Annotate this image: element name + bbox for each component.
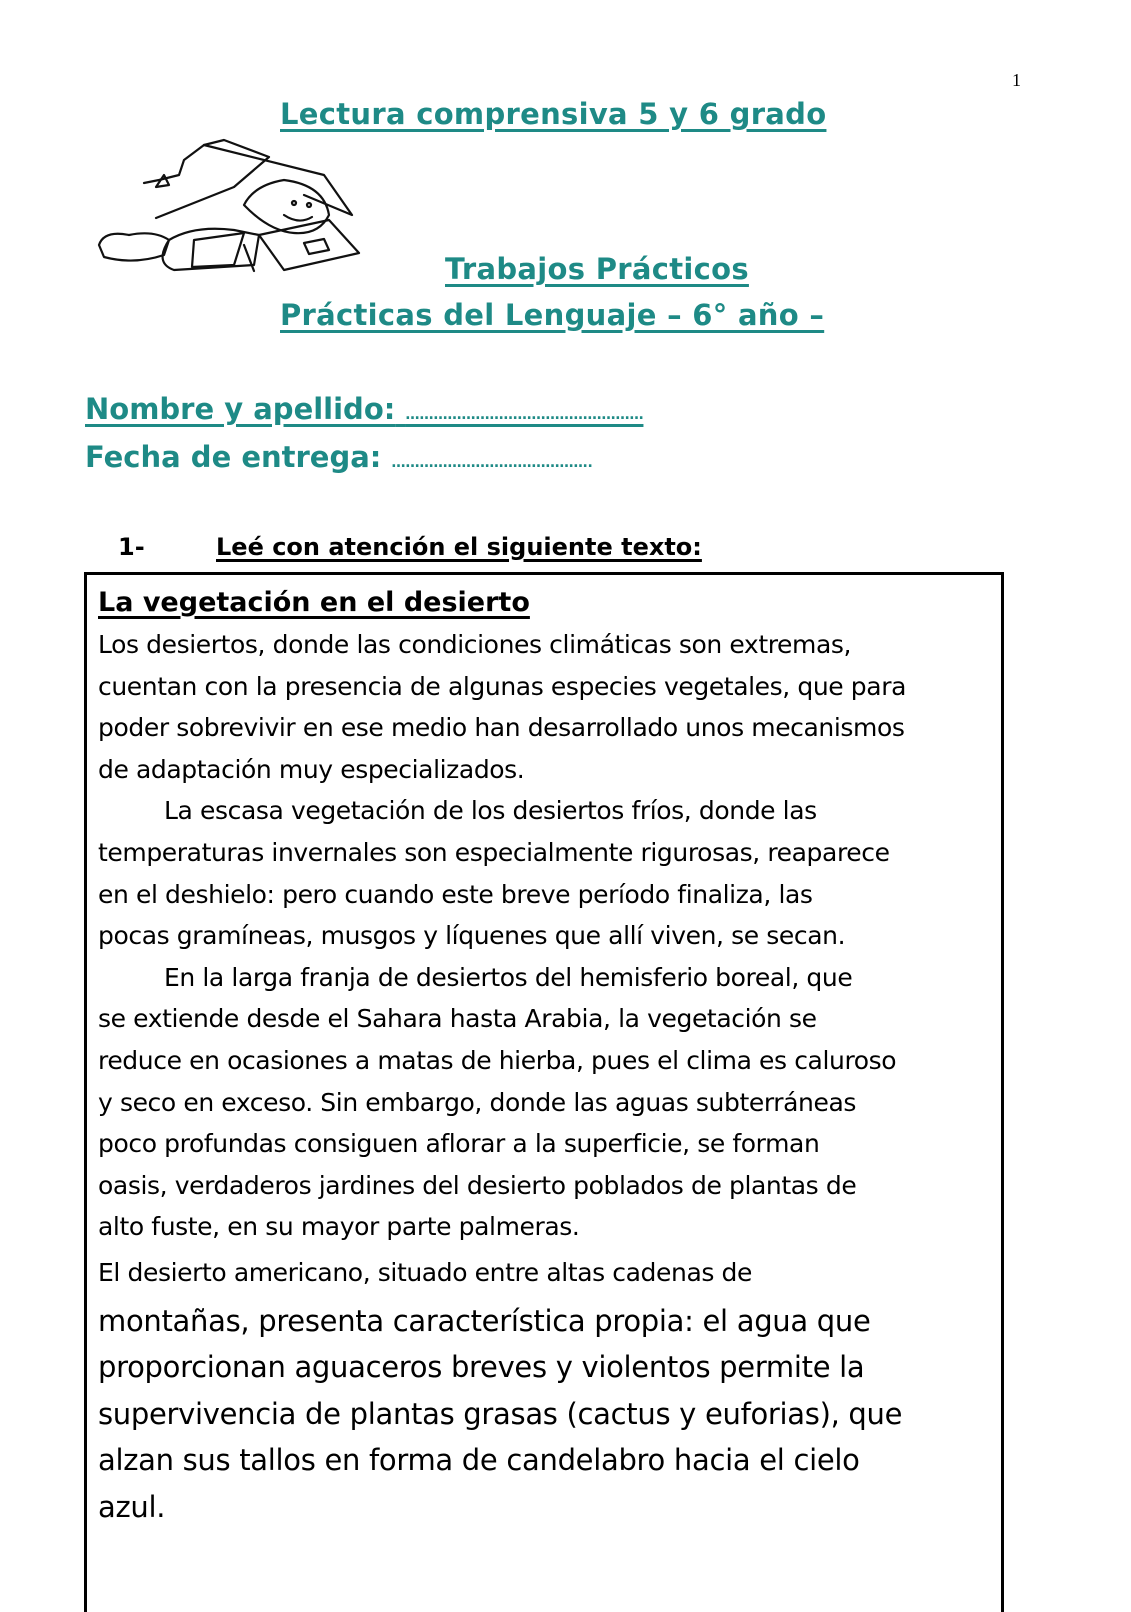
text-line: poco profundas consiguen aflorar a la superficie, se forman — [98, 1129, 820, 1159]
name-blank[interactable]: …………………………………………… — [405, 407, 644, 423]
text-line: Los desiertos, donde las condiciones climáticas son extremas, — [98, 630, 852, 659]
text-line: cuentan con la presencia de algunas especies vegetales, que para — [98, 671, 906, 701]
text-line: oasis, verdaderos jardines del desierto poblados de plantas de — [98, 1170, 857, 1200]
paragraph-1 — [98, 624, 998, 790]
text-line: poder sobrevivir en ese medio han desarrollado unos mecanismos — [98, 713, 905, 743]
exercise-heading — [118, 533, 702, 561]
paragraph-4 — [98, 1252, 998, 1294]
paragraph-2 — [98, 790, 998, 956]
paragraph-3 — [98, 957, 998, 1248]
name-field[interactable] — [85, 392, 643, 426]
text-line: pocas gramíneas, musgos y líquenes que allí viven, se secan. — [98, 921, 846, 951]
reading-text — [98, 582, 998, 1530]
child-reading-illustration-icon — [84, 135, 384, 275]
exercise-instruction: Leé con atención el siguiente texto: — [216, 533, 702, 561]
text-line: alzan sus tallos en forma de candelabro hacia el cielo — [98, 1443, 860, 1477]
reading-title: La vegetación en el desierto — [98, 587, 530, 618]
text-line: de adaptación muy especializados. — [98, 754, 525, 784]
name-label: Nombre y apellido: — [85, 392, 396, 426]
subtitle-practicas-del-lenguaje: Prácticas del Lenguaje – 6° año – — [280, 298, 825, 332]
text-line: supervivencia de plantas grasas (cactus y euforias), que — [98, 1396, 903, 1431]
reading-body — [98, 624, 998, 1294]
text-line: En la larga franja de desiertos del hemisferio boreal, que — [164, 962, 853, 992]
text-line: se extiende desde el Sahara hasta Arabia, la vegetación se — [98, 1004, 817, 1034]
exercise-number: 1- — [118, 533, 145, 561]
text-line: alto fuste, en su mayor parte palmeras. — [98, 1212, 580, 1242]
text-line: reduce en ocasiones a matas de hierba, pues el clima es caluroso — [98, 1045, 897, 1075]
text-line: en el deshielo: pero cuando este breve período finaliza, las — [98, 879, 813, 909]
date-blank[interactable]: ……………………………………. — [391, 455, 593, 471]
text-line: proporcionan aguaceros breves y violentos permite la — [98, 1350, 865, 1384]
date-field[interactable] — [85, 440, 593, 474]
document-title: Lectura comprensiva 5 y 6 grado — [280, 97, 827, 131]
paragraph-4-continued — [98, 1298, 998, 1531]
page-number: 1 — [1012, 70, 1021, 90]
date-label: Fecha de entrega: — [85, 440, 382, 474]
text-line: azul. — [98, 1489, 166, 1524]
text-line: El desierto americano, situado entre altas cadenas de — [98, 1257, 752, 1287]
text-line: montañas, presenta característica propia: el agua que — [98, 1303, 871, 1338]
text-line: La escasa vegetación de los desiertos fríos, donde las — [164, 796, 817, 826]
text-line: temperaturas invernales son especialmente rigurosas, reaparece — [98, 837, 890, 867]
subtitle-trabajos-practicos: Trabajos Prácticos — [445, 252, 749, 286]
text-line: y seco en exceso. Sin embargo, donde las aguas subterráneas — [98, 1087, 857, 1117]
